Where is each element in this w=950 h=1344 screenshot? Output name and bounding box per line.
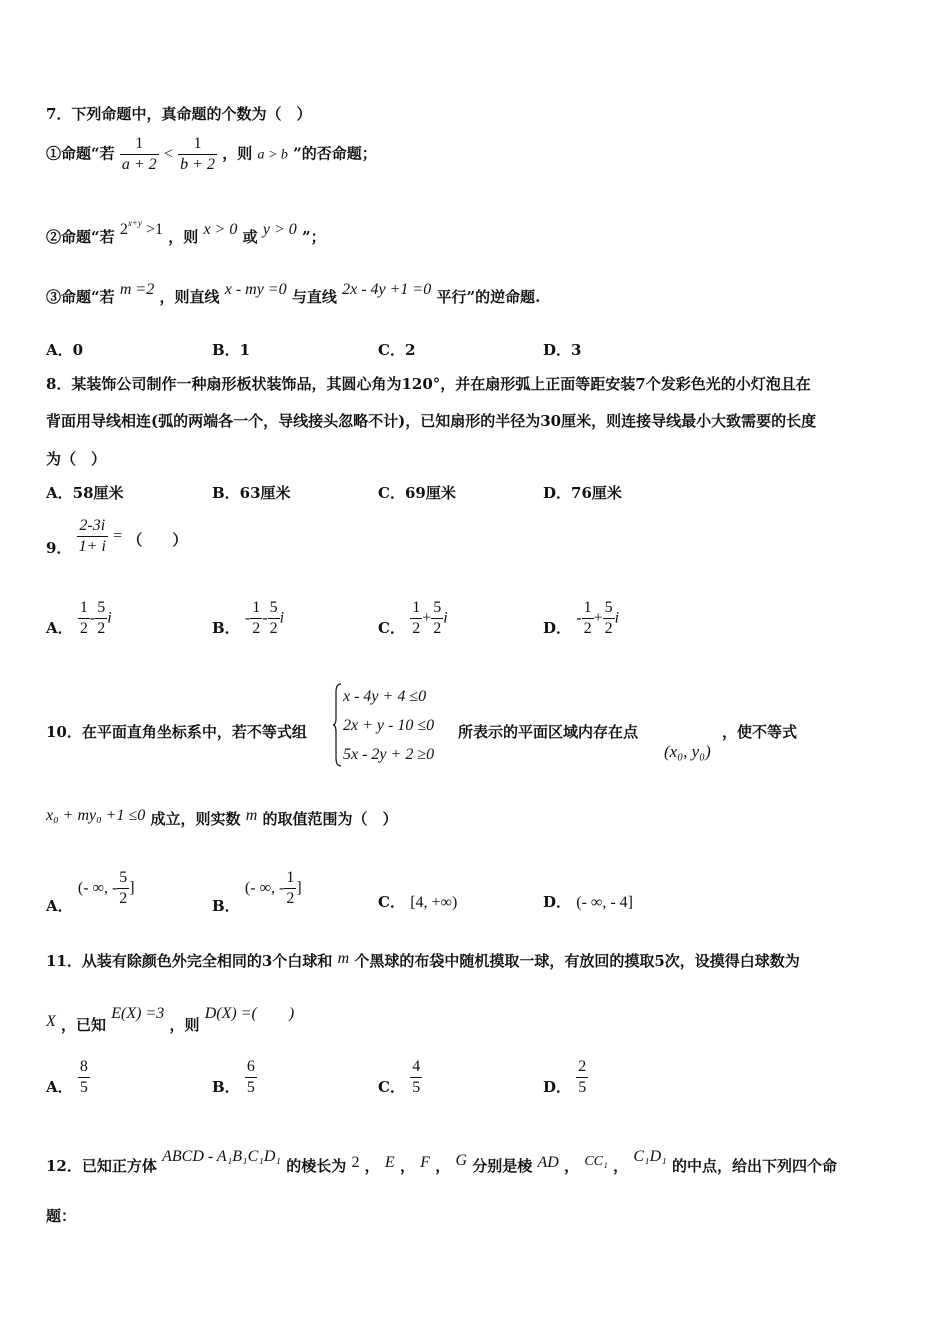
q7-option-a: A．0: [46, 341, 84, 359]
q7-s3-mid1: ，则直线: [159, 288, 220, 306]
q9-paren: （ ）: [127, 530, 188, 549]
q10-inequality-2: 2x + y - 10 ≤0: [343, 717, 435, 734]
q12-cc1: CC₁: [584, 1154, 608, 1169]
q7-s1-cond: a > b: [257, 147, 288, 163]
frac-numerator: 5: [95, 598, 107, 619]
frac-numerator: 5: [603, 598, 615, 619]
q10-suffix: ，使不等式: [722, 723, 798, 741]
q7-option-c: C．2: [378, 341, 416, 359]
option-fraction: [245, 1057, 257, 1098]
option-interval-start: (- ∞, -: [244, 879, 285, 897]
option-interval-start: (- ∞, -: [77, 879, 118, 897]
frac-numerator: 6: [245, 1057, 257, 1078]
q12-mid1: 的棱长为: [286, 1157, 347, 1175]
q10-option-c: [378, 891, 457, 912]
frac-numerator: 2: [576, 1057, 588, 1078]
q7-statement-3: [46, 281, 541, 307]
option-label: B．: [212, 896, 240, 915]
q12-suffix: 的中点，给出下列四个命: [671, 1157, 837, 1175]
q7-s1-fraction-1: [120, 134, 159, 175]
option-label: C．: [378, 1077, 405, 1096]
imaginary-unit: i: [443, 609, 448, 627]
frac-numerator: 1: [284, 868, 296, 889]
q7-s2-suffix: ”；: [301, 228, 326, 246]
q10-prefix: 10．在平面直角坐标系中，若不等式组: [46, 723, 307, 741]
q9-option-c: [378, 598, 448, 639]
option-label: D．: [543, 618, 572, 637]
frac-denominator: 2: [604, 620, 613, 637]
q12-sep-3: ，: [435, 1157, 451, 1175]
option-sign: -: [576, 609, 582, 627]
q7-stem: 7．下列命题中，真命题的个数为（ ）: [46, 105, 312, 123]
q8-line-2: 背面用导线相连(弧的两端各一个，导线接头忽略不计)，已知扇形的半径为30厘米，则连接导线最小大致需要的长度: [46, 412, 817, 430]
q10-inequality-1: x - 4y + 4 ≤0: [343, 688, 427, 705]
q11-line-2: [46, 1005, 295, 1035]
q8-option-b: B．63厘米: [212, 484, 291, 502]
option-label: C．: [378, 893, 405, 911]
frac-numerator: 1: [78, 598, 90, 619]
q10-option-b: [212, 868, 302, 915]
q11-option-a: [46, 1057, 90, 1098]
q11-option-d: [543, 1057, 588, 1098]
frac-numerator: 1: [410, 598, 422, 619]
q10-option-a: [46, 868, 135, 915]
q7-s3-mid2: 与直线: [291, 288, 337, 306]
q7-statement-1: [46, 134, 377, 175]
q8-line-1: 8．某装饰公司制作一种扇形板状装饰品，其圆心角为120°，并在扇形弧上正面等距安装7个发彩色光的小灯泡且在: [46, 375, 811, 393]
q7-s1-lt: <: [163, 145, 173, 163]
q12-f: F: [420, 1154, 430, 1171]
q7-s2-or: 或: [242, 228, 258, 246]
frac-denominator: 2: [97, 620, 106, 637]
q7-s1-fraction-2: [178, 134, 217, 175]
q7-s2-prefix: ②命题“若: [46, 228, 115, 246]
q7-s3-line1: x - my =0: [224, 281, 287, 298]
q10-system: [343, 682, 434, 769]
option-interval-end: ]: [129, 879, 135, 897]
q7-s3-line2: 2x - 4y +1 =0: [342, 281, 432, 298]
imaginary-unit: i: [107, 609, 112, 627]
option-fraction-1: [78, 598, 90, 639]
q11-option-b: [212, 1057, 257, 1098]
q12-sep-2: ，: [399, 1157, 415, 1175]
q7-s2-c2: y > 0: [262, 221, 297, 238]
option-fraction: [284, 868, 296, 909]
q8-line-3: 为（ ）: [46, 450, 107, 468]
q12-g: G: [455, 1152, 468, 1169]
option-fraction-1: [582, 598, 594, 639]
q12-line-1: [46, 1148, 837, 1176]
frac-numerator: 2-3i: [77, 516, 108, 537]
q12-prefix: 12．已知正方体: [46, 1157, 157, 1175]
q7-s1-prefix: ①命题“若: [46, 144, 115, 163]
q7-option-b: B．1: [212, 341, 251, 359]
option-operator: -: [262, 609, 268, 627]
frac-denominator: 5: [412, 1079, 421, 1096]
q7-s2-mid: ，则: [168, 228, 199, 246]
q10-tail-1: 成立，则实数: [150, 810, 241, 828]
option-label: A．: [46, 1077, 73, 1096]
frac-denominator: 5: [246, 1079, 255, 1096]
q11-line-1-a: 11．从装有除颜色外完全相同的3个白球和: [46, 952, 333, 970]
q12-line-2: 题：: [46, 1207, 77, 1225]
option-fraction: [410, 1057, 422, 1098]
frac-numerator: 8: [78, 1057, 90, 1078]
frac-denominator: 2: [286, 890, 295, 907]
option-operator: -: [89, 609, 96, 627]
option-operator: +: [593, 609, 603, 627]
q9-option-a: [46, 598, 112, 639]
q10-line-2: [46, 808, 398, 829]
frac-denominator: 5: [578, 1079, 587, 1096]
frac-denominator: 1+ i: [78, 538, 106, 555]
q11-line-1-b: 个黑球的布袋中随机摸取一球，有放回的摸取5次，设摸得白球数为: [354, 952, 800, 970]
frac-numerator: 1: [178, 134, 217, 155]
q10-brace: [333, 682, 343, 768]
option-label: A．: [46, 896, 73, 915]
option-interval-end: ]: [296, 879, 302, 897]
option-fraction-1: [410, 598, 422, 639]
q12-sep-1: ，: [364, 1157, 380, 1175]
q11-then: ，则: [169, 1016, 200, 1034]
imaginary-unit: i: [279, 609, 285, 627]
q7-s1-suffix: ”的否命题；: [293, 144, 377, 163]
q9-stem: [46, 516, 187, 557]
q11-m: m: [337, 950, 350, 967]
q11-ex: E(X) =3: [111, 1005, 165, 1022]
frac-numerator: 1: [250, 598, 262, 619]
q12-cube: ABCD - A₁B₁C₁D₁: [162, 1148, 281, 1165]
frac-numerator: 5: [431, 598, 443, 619]
q10-option-d: [543, 891, 633, 912]
q12-e: E: [384, 1154, 395, 1171]
q11-dx: D(X) =( ): [204, 1005, 295, 1022]
q11-line-1: [46, 950, 800, 971]
frac-denominator: 2: [119, 890, 128, 907]
q9-option-b: [212, 598, 284, 639]
option-interval: [4, +∞): [410, 894, 458, 911]
q7-s2-gt: >1: [141, 221, 163, 238]
q10-point: (x₀, y₀): [664, 742, 711, 761]
q7-s3-cond: m =2: [119, 281, 155, 298]
option-label: D．: [543, 1077, 572, 1096]
q11-x: X: [46, 1013, 56, 1030]
q9-equals: =: [113, 527, 123, 545]
option-operator: +: [422, 609, 432, 627]
frac-numerator: 4: [410, 1057, 422, 1078]
option-interval: (- ∞, - 4]: [576, 894, 633, 911]
imaginary-unit: i: [614, 609, 620, 627]
frac-denominator: 2: [79, 620, 88, 637]
option-fraction-2: [268, 598, 280, 639]
q11-option-c: [378, 1057, 422, 1098]
frac-denominator: 2: [433, 620, 442, 637]
frac-denominator: 2: [269, 620, 278, 637]
q9-number: 9．: [46, 538, 72, 557]
q7-s2-c1: x > 0: [203, 221, 238, 238]
q10-ineq: x₀ + my₀ +1 ≤0: [46, 807, 146, 824]
option-label: A．: [46, 618, 73, 637]
q7-s2-base: 2: [119, 221, 128, 238]
q12-c1d1: C₁D₁: [633, 1148, 667, 1165]
q7-s3-prefix: ③命题“若: [46, 288, 115, 306]
option-fraction: [78, 1057, 90, 1098]
option-fraction: [117, 868, 129, 909]
option-fraction-2: [431, 598, 443, 639]
frac-denominator: 2: [252, 620, 261, 637]
q10-tail-2: 的取值范围为（ ）: [262, 810, 398, 828]
q12-ad: AD: [537, 1154, 559, 1171]
q9-fraction: [77, 516, 108, 557]
option-fraction: [576, 1057, 588, 1098]
option-label: C．: [378, 618, 405, 637]
frac-denominator: 2: [583, 620, 592, 637]
q7-option-d: D．3: [543, 341, 582, 359]
frac-denominator: 2: [412, 620, 421, 637]
q12-sep-4: ，: [564, 1157, 580, 1175]
option-sign: -: [244, 609, 251, 627]
frac-numerator: 5: [268, 598, 280, 619]
option-label: B．: [212, 1077, 240, 1096]
q8-option-a: A．58厘米: [46, 484, 124, 502]
q8-option-d: D．76厘米: [543, 484, 622, 502]
q12-mid2: 分别是棱: [472, 1157, 533, 1175]
frac-denominator: 5: [79, 1079, 88, 1096]
q7-s2-exponent: x+y: [127, 218, 142, 228]
q7-statement-2: [46, 218, 326, 247]
q9-option-d: [543, 598, 619, 639]
q11-known: ，已知: [61, 1016, 107, 1034]
q12-sep-5: ，: [613, 1157, 629, 1175]
q10-m: m: [245, 807, 258, 824]
option-fraction-2: [95, 598, 107, 639]
frac-denominator: b + 2: [180, 156, 215, 173]
q12-length: 2: [351, 1154, 360, 1171]
frac-denominator: a + 2: [121, 156, 157, 173]
frac-numerator: 1: [120, 134, 159, 155]
option-label: B．: [212, 618, 240, 637]
frac-numerator: 5: [117, 868, 129, 889]
q8-option-c: C．69厘米: [378, 484, 456, 502]
option-label: D．: [543, 893, 572, 911]
q7-s3-suffix: 平行”的逆命题.: [436, 288, 541, 306]
option-fraction-2: [603, 598, 615, 639]
frac-numerator: 1: [582, 598, 594, 619]
q10-inequality-3: 5x - 2y + 2 ≥0: [343, 746, 435, 763]
q10-mid: 所表示的平面区域内存在点: [458, 723, 639, 741]
option-fraction-1: [250, 598, 262, 639]
q7-s1-mid: ，则: [222, 144, 253, 163]
